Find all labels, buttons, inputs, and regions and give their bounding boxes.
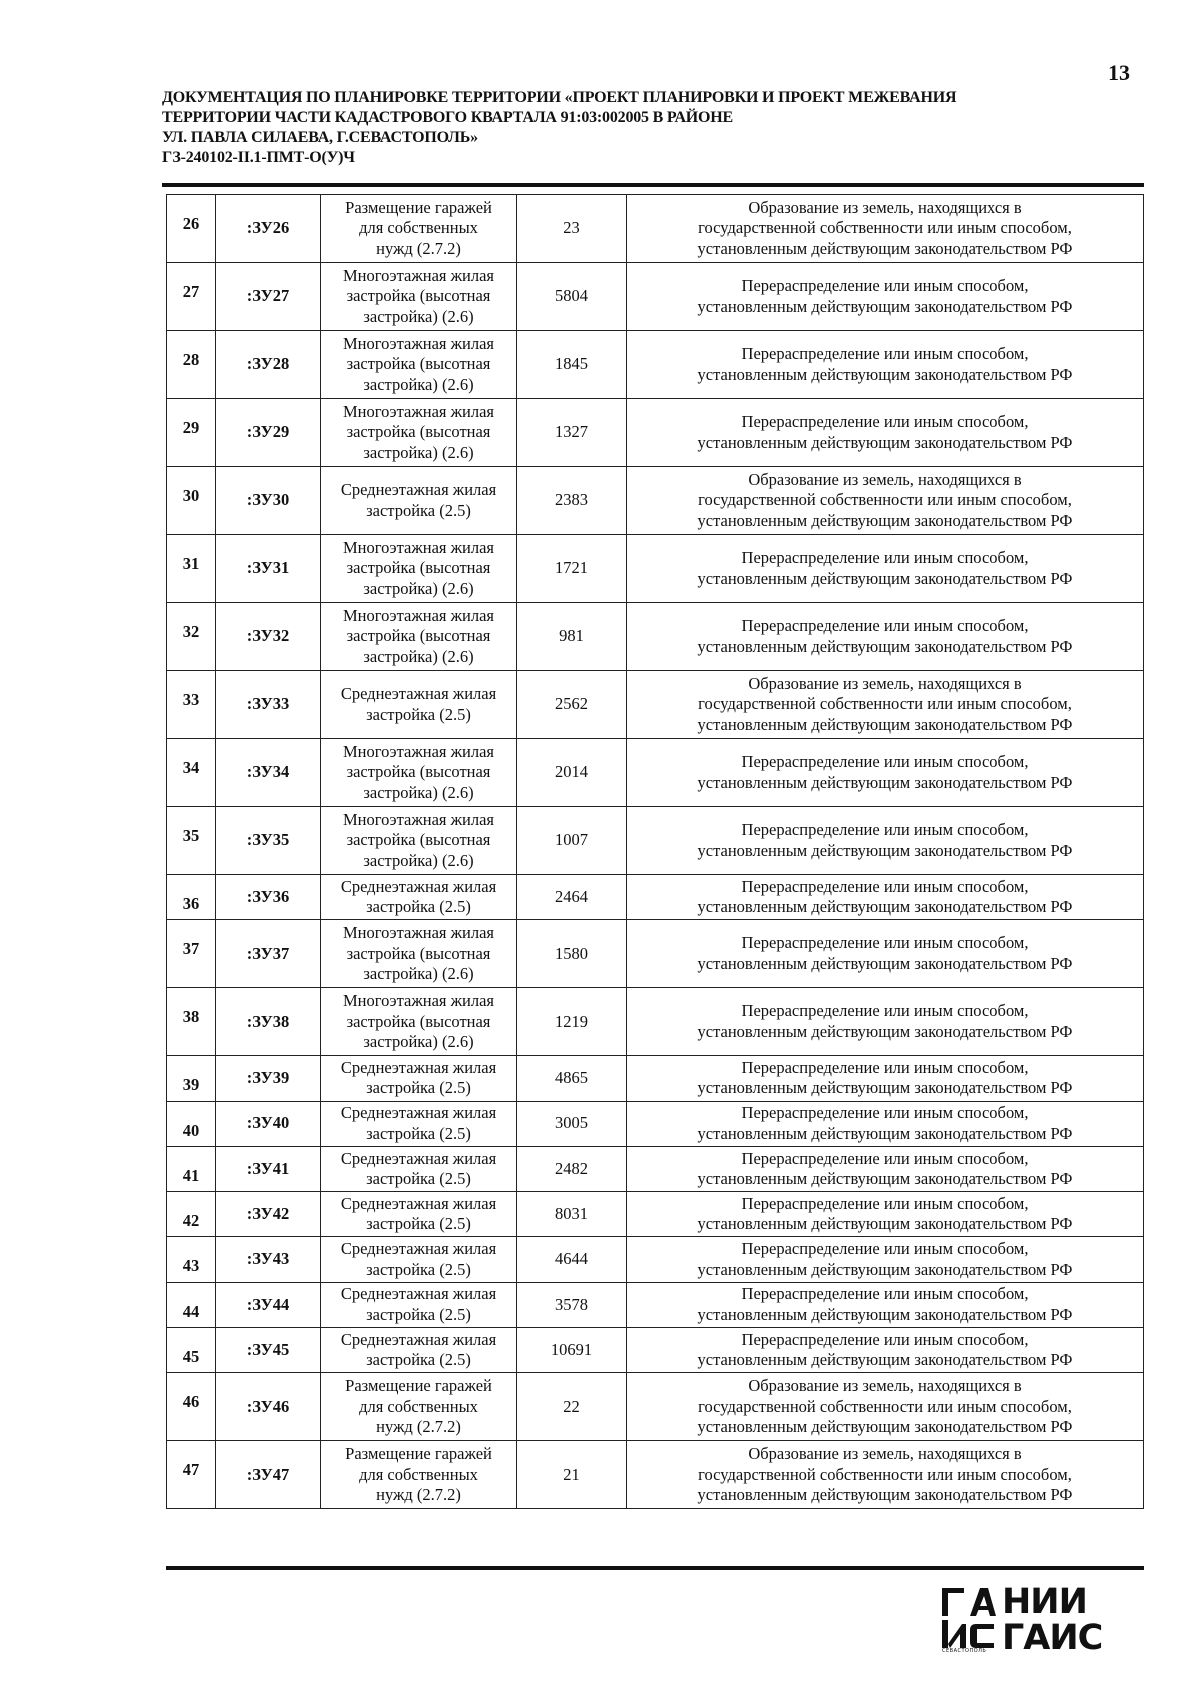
land-plots-table <box>166 194 1144 1509</box>
formation-method-line: Перераспределение или иным способом, <box>741 616 1029 635</box>
table-row <box>167 1328 1144 1373</box>
table-row <box>167 263 1144 331</box>
row-number: 46 <box>167 1373 216 1441</box>
permitted-use <box>321 1282 517 1327</box>
plot-designation: :ЗУ45 <box>216 1328 321 1373</box>
plot-designation: :ЗУ35 <box>216 807 321 875</box>
plot-designation: :ЗУ36 <box>216 875 321 920</box>
plot-designation: :ЗУ37 <box>216 920 321 988</box>
row-number: 39 <box>167 1056 216 1101</box>
plot-area: 22 <box>517 1373 627 1441</box>
permitted-use-line: Многоэтажная жилая <box>342 991 495 1011</box>
formation-method <box>627 467 1144 535</box>
formation-method <box>627 1441 1144 1509</box>
plot-area: 1721 <box>517 535 627 603</box>
permitted-use-line: застройка (высотная <box>346 626 491 646</box>
permitted-use <box>321 1101 517 1146</box>
plot-designation: :ЗУ46 <box>216 1373 321 1441</box>
footer-divider <box>166 1566 1144 1570</box>
permitted-use <box>321 920 517 988</box>
row-number: 31 <box>167 535 216 603</box>
permitted-use-line: застройка (2.5) <box>366 704 471 724</box>
table-row <box>167 988 1144 1056</box>
formation-method-line: Перераспределение или иным способом, <box>741 548 1029 567</box>
plot-area: 4865 <box>517 1056 627 1101</box>
permitted-use-line: нужд (2.7.2) <box>376 1485 461 1505</box>
formation-method <box>627 535 1144 603</box>
formation-method-line: государственной собственности или иным способом, <box>698 1464 1072 1484</box>
formation-method-line: установленным действующим законодательством РФ <box>697 364 1073 384</box>
row-number: 44 <box>167 1282 216 1327</box>
formation-method-line: установленным действующим законодательством РФ <box>697 510 1073 530</box>
formation-method-line: Перераспределение или иным способом, <box>741 876 1029 896</box>
permitted-use-line: застройка) (2.6) <box>363 442 474 462</box>
permitted-use-line: застройка (2.5) <box>366 897 471 917</box>
plot-area: 1327 <box>517 399 627 467</box>
formation-method-line: Образование из земель, находящихся в <box>748 673 1022 693</box>
table-row <box>167 1056 1144 1101</box>
permitted-use-line: Многоэтажная жилая <box>342 401 495 421</box>
plot-designation: :ЗУ47 <box>216 1441 321 1509</box>
permitted-use-line: застройка (2.5) <box>366 1214 471 1234</box>
formation-method <box>627 1237 1144 1282</box>
permitted-use-line: застройка) (2.6) <box>363 374 474 394</box>
gais-mark-icon <box>940 1586 996 1654</box>
plot-area: 981 <box>517 603 627 671</box>
formation-method <box>627 988 1144 1056</box>
permitted-use-line: Размещение гаражей <box>345 1444 492 1464</box>
permitted-use <box>321 875 517 920</box>
permitted-use-line: застройка) (2.6) <box>363 306 474 326</box>
permitted-use <box>321 988 517 1056</box>
plot-area: 8031 <box>517 1192 627 1237</box>
table-row <box>167 603 1144 671</box>
formation-method <box>627 739 1144 807</box>
formation-method-line: установленным действующим законодательством РФ <box>697 772 1073 792</box>
formation-method <box>627 263 1144 331</box>
permitted-use-line: Многоэтажная жилая <box>342 537 495 557</box>
plot-designation: :ЗУ33 <box>216 671 321 739</box>
permitted-use-line: для собственных <box>359 1396 478 1416</box>
plot-area: 1219 <box>517 988 627 1056</box>
formation-method-line: установленным действующим законодательством РФ <box>697 1123 1073 1143</box>
formation-method-line: установленным действующим законодательством РФ <box>697 1214 1073 1234</box>
formation-method-line: государственной собственности или иным способом, <box>698 490 1072 510</box>
table-row <box>167 875 1144 920</box>
table-row <box>167 535 1144 603</box>
plot-area: 1580 <box>517 920 627 988</box>
permitted-use-line: застройка) (2.6) <box>363 646 474 666</box>
permitted-use-line: застройка (2.5) <box>366 1078 471 1098</box>
formation-method-line: государственной собственности или иным способом, <box>698 694 1072 714</box>
permitted-use <box>321 1373 517 1441</box>
formation-method-line: Перераспределение или иным способом, <box>741 276 1029 295</box>
table-row <box>167 1192 1144 1237</box>
formation-method-line: Перераспределение или иным способом, <box>741 1193 1029 1213</box>
permitted-use-line: нужд (2.7.2) <box>376 1417 461 1437</box>
permitted-use-line: застройка (2.5) <box>366 1259 471 1279</box>
permitted-use <box>321 1237 517 1282</box>
permitted-use <box>321 1192 517 1237</box>
formation-method-line: установленным действующим законодательством РФ <box>697 1021 1073 1041</box>
permitted-use-line: Среднеэтажная жилая <box>340 1239 497 1259</box>
permitted-use-line: Многоэтажная жилая <box>342 605 495 625</box>
row-number: 37 <box>167 920 216 988</box>
permitted-use-line: Среднеэтажная жилая <box>340 480 497 499</box>
permitted-use-line: застройка (высотная <box>346 830 491 850</box>
formation-method-line: Перераспределение или иным способом, <box>741 1239 1029 1259</box>
formation-method-line: установленным действующим законодательством РФ <box>697 296 1073 316</box>
formation-method-line: установленным действующим законодательством РФ <box>697 1304 1073 1324</box>
permitted-use <box>321 603 517 671</box>
formation-method <box>627 920 1144 988</box>
plot-area: 2464 <box>517 875 627 920</box>
nii-gais-logo <box>940 1584 1130 1659</box>
permitted-use-line: застройка (2.5) <box>366 1304 471 1324</box>
plot-area: 3005 <box>517 1101 627 1146</box>
permitted-use <box>321 807 517 875</box>
formation-method <box>627 331 1144 399</box>
row-number: 36 <box>167 875 216 920</box>
formation-method-line: установленным действующим законодательством РФ <box>697 432 1073 452</box>
formation-method <box>627 875 1144 920</box>
plot-area: 2562 <box>517 671 627 739</box>
formation-method <box>627 1373 1144 1441</box>
permitted-use-line: Многоэтажная жилая <box>342 265 495 285</box>
permitted-use <box>321 1328 517 1373</box>
document-code: ГЗ-240102-II.1-ПМТ-О(У)Ч <box>162 149 355 166</box>
formation-method-line: установленным действующим законодательством РФ <box>697 953 1073 973</box>
formation-method-line: Перераспределение или иным способом, <box>741 820 1029 839</box>
formation-method-line: Образование из земель, находящихся в <box>748 1376 1022 1396</box>
formation-method-line: установленным действующим законодательством РФ <box>697 714 1073 734</box>
row-number: 33 <box>167 671 216 739</box>
permitted-use-line: Среднеэтажная жилая <box>340 876 497 896</box>
table-row <box>167 920 1144 988</box>
header-line: УЛ. ПАВЛА СИЛАЕВА, Г.СЕВАСТОПОЛЬ» <box>162 129 478 146</box>
permitted-use-line: для собственных <box>359 218 478 238</box>
formation-method-line: установленным действующим законодательством РФ <box>697 1259 1073 1279</box>
permitted-use-line: застройка (высотная <box>346 422 491 442</box>
formation-method <box>627 195 1144 263</box>
row-number: 27 <box>167 263 216 331</box>
permitted-use-line: застройка) (2.6) <box>363 964 474 984</box>
table-row <box>167 807 1144 875</box>
permitted-use-line: застройка (2.5) <box>366 1350 471 1370</box>
permitted-use-line: Многоэтажная жилая <box>342 809 495 829</box>
formation-method-line: Перераспределение или иным способом, <box>741 412 1029 431</box>
permitted-use <box>321 671 517 739</box>
permitted-use-line: застройка (2.5) <box>366 1123 471 1143</box>
permitted-use-line: Многоэтажная жилая <box>342 741 495 761</box>
permitted-use <box>321 263 517 331</box>
row-number: 40 <box>167 1101 216 1146</box>
plot-designation: :ЗУ39 <box>216 1056 321 1101</box>
formation-method-line: установленным действующим законодательством РФ <box>697 1078 1073 1098</box>
formation-method <box>627 1146 1144 1191</box>
permitted-use-line: Среднеэтажная жилая <box>340 1148 497 1168</box>
formation-method-line: Перераспределение или иным способом, <box>741 1148 1029 1168</box>
permitted-use <box>321 535 517 603</box>
formation-method-line: установленным действующим законодательством РФ <box>697 1350 1073 1370</box>
row-number: 32 <box>167 603 216 671</box>
formation-method-line: Перераспределение или иным способом, <box>741 752 1029 771</box>
permitted-use-line: Среднеэтажная жилая <box>340 1103 497 1123</box>
permitted-use-line: Среднеэтажная жилая <box>340 684 497 703</box>
permitted-use-line: застройка) (2.6) <box>363 782 474 802</box>
permitted-use-line: застройка) (2.6) <box>363 1032 474 1052</box>
table-row <box>167 399 1144 467</box>
permitted-use-line: застройка (высотная <box>346 286 491 306</box>
formation-method-line: Образование из земель, находящихся в <box>748 469 1022 489</box>
plot-designation: :ЗУ34 <box>216 739 321 807</box>
table-row <box>167 671 1144 739</box>
plot-designation: :ЗУ41 <box>216 1146 321 1191</box>
formation-method-line: установленным действующим законодательством РФ <box>697 1485 1073 1505</box>
plot-area: 1007 <box>517 807 627 875</box>
formation-method-line: установленным действующим законодательством РФ <box>697 568 1073 588</box>
permitted-use-line: Размещение гаражей <box>345 197 492 217</box>
formation-method-line: Перераспределение или иным способом, <box>741 933 1029 953</box>
plot-area: 1845 <box>517 331 627 399</box>
plot-area: 2014 <box>517 739 627 807</box>
formation-method-line: государственной собственности или иным способом, <box>698 1396 1072 1416</box>
row-number: 38 <box>167 988 216 1056</box>
formation-method-line: Перераспределение или иным способом, <box>741 344 1029 363</box>
row-number: 30 <box>167 467 216 535</box>
table-row <box>167 739 1144 807</box>
formation-method <box>627 1192 1144 1237</box>
formation-method-line: Перераспределение или иным способом, <box>741 1057 1029 1077</box>
plot-area: 10691 <box>517 1328 627 1373</box>
permitted-use-line: застройка (высотная <box>346 943 491 963</box>
formation-method-line: Перераспределение или иным способом, <box>741 1103 1029 1123</box>
row-number: 43 <box>167 1237 216 1282</box>
logo-wordmark <box>1002 1584 1102 1656</box>
plot-designation: :ЗУ27 <box>216 263 321 331</box>
header-line: ТЕРРИТОРИИ ЧАСТИ КАДАСТРОВОГО КВАРТАЛА 91:03:002005 В РАЙОНЕ <box>162 109 734 126</box>
page-number: 13 <box>1108 60 1130 85</box>
formation-method-line: установленным действующим законодательством РФ <box>697 1417 1073 1437</box>
formation-method <box>627 1101 1144 1146</box>
permitted-use-line: для собственных <box>359 1464 478 1484</box>
permitted-use-line: Многоэтажная жилая <box>342 333 495 353</box>
permitted-use <box>321 1441 517 1509</box>
table-row <box>167 195 1144 263</box>
permitted-use-line: застройка) (2.6) <box>363 578 474 598</box>
formation-method <box>627 1056 1144 1101</box>
formation-method-line: установленным действующим законодательством РФ <box>697 840 1073 860</box>
logo-line: НИИ <box>1002 1582 1087 1622</box>
permitted-use-line: Среднеэтажная жилая <box>340 1057 497 1077</box>
table-row <box>167 1373 1144 1441</box>
formation-method <box>627 671 1144 739</box>
row-number: 47 <box>167 1441 216 1509</box>
row-number: 26 <box>167 195 216 263</box>
row-number: 34 <box>167 739 216 807</box>
row-number: 42 <box>167 1192 216 1237</box>
plot-designation: :ЗУ43 <box>216 1237 321 1282</box>
formation-method-line: государственной собственности или иным способом, <box>698 218 1072 238</box>
permitted-use <box>321 1056 517 1101</box>
plot-area: 4644 <box>517 1237 627 1282</box>
permitted-use-line: застройка (высотная <box>346 1011 491 1031</box>
formation-method <box>627 1282 1144 1327</box>
plot-designation: :ЗУ30 <box>216 467 321 535</box>
table-row <box>167 331 1144 399</box>
plot-designation: :ЗУ28 <box>216 331 321 399</box>
formation-method-line: Перераспределение или иным способом, <box>741 1284 1029 1304</box>
permitted-use <box>321 739 517 807</box>
permitted-use <box>321 467 517 535</box>
plot-designation: :ЗУ32 <box>216 603 321 671</box>
permitted-use-line: Среднеэтажная жилая <box>340 1284 497 1304</box>
formation-method-line: установленным действующим законодательством РФ <box>697 1169 1073 1189</box>
row-number: 41 <box>167 1146 216 1191</box>
formation-method-line: Образование из земель, находящихся в <box>748 1444 1022 1464</box>
formation-method-line: установленным действующим законодательством РФ <box>697 636 1073 656</box>
plot-designation: :ЗУ29 <box>216 399 321 467</box>
permitted-use-line: застройка (высотная <box>346 558 491 578</box>
logo-line: ГАИС <box>1002 1618 1103 1658</box>
permitted-use <box>321 1146 517 1191</box>
row-number: 35 <box>167 807 216 875</box>
plot-area: 21 <box>517 1441 627 1509</box>
permitted-use-line: застройка (высотная <box>346 354 491 374</box>
plot-designation: :ЗУ42 <box>216 1192 321 1237</box>
plot-designation: :ЗУ26 <box>216 195 321 263</box>
permitted-use <box>321 195 517 263</box>
permitted-use <box>321 331 517 399</box>
header-line: ДОКУМЕНТАЦИЯ ПО ПЛАНИРОВКЕ ТЕРРИТОРИИ «ПРОЕКТ ПЛАНИРОВКИ И ПРОЕКТ МЕЖЕВАНИЯ <box>162 89 957 106</box>
row-number: 28 <box>167 331 216 399</box>
plot-area: 2383 <box>517 467 627 535</box>
permitted-use-line: застройка (2.5) <box>366 1169 471 1189</box>
table-row <box>167 1441 1144 1509</box>
formation-method-line: Перераспределение или иным способом, <box>741 1329 1029 1349</box>
permitted-use-line: нужд (2.7.2) <box>376 238 461 258</box>
formation-method-line: Перераспределение или иным способом, <box>741 1001 1029 1021</box>
formation-method <box>627 1328 1144 1373</box>
plot-area: 5804 <box>517 263 627 331</box>
table-row <box>167 467 1144 535</box>
plot-designation: :ЗУ31 <box>216 535 321 603</box>
formation-method-line: Образование из земель, находящихся в <box>748 197 1022 217</box>
plot-area: 2482 <box>517 1146 627 1191</box>
formation-method <box>627 603 1144 671</box>
plot-designation: :ЗУ44 <box>216 1282 321 1327</box>
table-row <box>167 1282 1144 1327</box>
plot-designation: :ЗУ40 <box>216 1101 321 1146</box>
formation-method <box>627 807 1144 875</box>
permitted-use-line: Среднеэтажная жилая <box>340 1193 497 1213</box>
header-divider <box>162 183 1144 187</box>
permitted-use-line: Размещение гаражей <box>345 1376 492 1396</box>
permitted-use-line: застройка (высотная <box>346 762 491 782</box>
logo-city: СЕВАСТОПОЛЬ <box>942 1648 987 1654</box>
plot-designation: :ЗУ38 <box>216 988 321 1056</box>
permitted-use <box>321 399 517 467</box>
plot-area: 23 <box>517 195 627 263</box>
permitted-use-line: застройка) (2.6) <box>363 850 474 870</box>
permitted-use-line: Многоэтажная жилая <box>342 923 495 943</box>
table-row <box>167 1237 1144 1282</box>
table-row <box>167 1101 1144 1146</box>
table-row <box>167 1146 1144 1191</box>
formation-method-line: установленным действующим законодательством РФ <box>697 897 1073 917</box>
formation-method-line: установленным действующим законодательством РФ <box>697 238 1073 258</box>
document-header <box>162 88 1142 168</box>
row-number: 45 <box>167 1328 216 1373</box>
permitted-use-line: застройка (2.5) <box>366 500 471 520</box>
formation-method <box>627 399 1144 467</box>
table-body <box>167 195 1144 1509</box>
permitted-use-line: Среднеэтажная жилая <box>340 1329 497 1349</box>
plot-area: 3578 <box>517 1282 627 1327</box>
row-number: 29 <box>167 399 216 467</box>
